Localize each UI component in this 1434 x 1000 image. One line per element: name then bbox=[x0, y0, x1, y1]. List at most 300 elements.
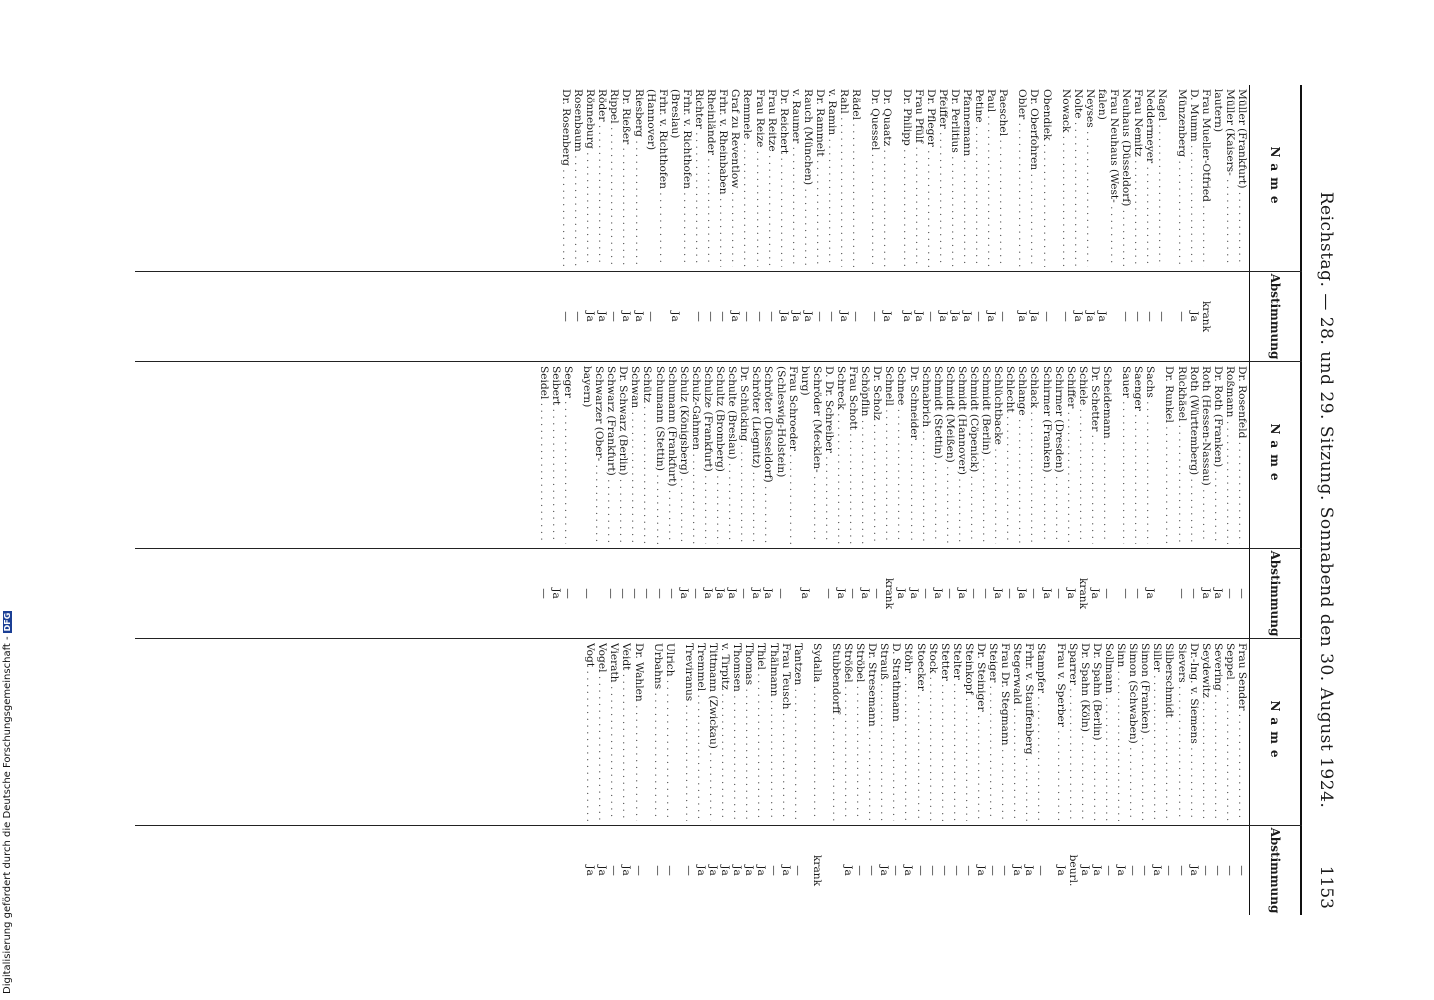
table-row bbox=[961, 85, 973, 361]
member-name: D. Dr. Schreiber . . . bbox=[823, 366, 835, 544]
vote-value: — bbox=[608, 865, 621, 876]
vote-value: — bbox=[629, 588, 642, 599]
member-name: Schiffer . . . bbox=[1065, 366, 1077, 544]
vote-value: — bbox=[1163, 865, 1176, 876]
member-name: Sparrer . . . bbox=[1067, 643, 1079, 821]
table-row bbox=[550, 362, 562, 638]
member-name: Remmele . . . bbox=[741, 89, 753, 267]
vote-value: krank bbox=[1199, 300, 1212, 333]
vote-value: — bbox=[1139, 865, 1152, 876]
member-name: Thälmann . . . bbox=[767, 643, 779, 821]
member-name: Dr.-Ing. v. Siemens . . . bbox=[1188, 643, 1200, 821]
table-row bbox=[1035, 639, 1047, 915]
member-name: Urbahns . . . bbox=[652, 643, 664, 821]
vote-value: Ja bbox=[1040, 588, 1053, 599]
table-row bbox=[963, 639, 975, 915]
table-row bbox=[1041, 362, 1053, 638]
member-name: falen) bbox=[1095, 89, 1108, 120]
vote-value: — bbox=[869, 311, 882, 322]
member-name: Dr. Steiniger . . . bbox=[975, 643, 987, 821]
member-name: Severing . . . bbox=[1212, 643, 1224, 821]
table-row bbox=[780, 639, 792, 915]
vote-value: Ja bbox=[750, 588, 763, 599]
member-name: Petine . . . bbox=[973, 89, 985, 267]
member-name: Schlecht . . . bbox=[1004, 366, 1016, 544]
vote-value: Ja bbox=[1023, 865, 1036, 876]
vote-value: Ja bbox=[677, 588, 690, 599]
table-row bbox=[937, 85, 949, 361]
vote-value: — bbox=[1223, 865, 1236, 876]
table-row bbox=[581, 362, 593, 638]
vote-value: — bbox=[717, 311, 730, 322]
vote-value: Ja bbox=[859, 588, 872, 599]
table-row bbox=[778, 85, 790, 361]
member-name: Obendiek . . . bbox=[1041, 89, 1053, 267]
vote-value: — bbox=[1156, 311, 1169, 322]
table-row bbox=[1120, 85, 1132, 361]
table-row bbox=[842, 639, 854, 915]
member-name: Rheinländer . . . bbox=[705, 89, 717, 267]
vote-value: — bbox=[1187, 588, 1200, 599]
member-name: Dr. Runkel . . . bbox=[1163, 366, 1175, 544]
vote-value: Ja bbox=[895, 588, 908, 599]
table-row bbox=[826, 85, 838, 361]
vote-value: Ja bbox=[835, 588, 847, 599]
table-row bbox=[1144, 85, 1156, 361]
table-row bbox=[707, 639, 719, 915]
vote-value: Ja bbox=[743, 865, 756, 876]
member-name: Müller (Kaisers- . . . bbox=[1224, 89, 1236, 267]
table-row bbox=[657, 85, 669, 361]
member-name: Schmidt (Hannover) . . . bbox=[956, 366, 968, 544]
member-name: Stoecker . . . bbox=[914, 643, 926, 821]
member-name: Schumann (Frankfurt) . . . bbox=[666, 366, 678, 544]
row-list bbox=[560, 85, 1248, 361]
vote-value: Ja bbox=[549, 588, 562, 599]
table-row bbox=[705, 85, 717, 361]
table-row bbox=[1132, 362, 1144, 638]
member-name: Steinkopf . . . bbox=[963, 643, 975, 821]
vote-value: Ja bbox=[912, 311, 925, 322]
table-column-1 bbox=[135, 85, 1302, 361]
table-row bbox=[792, 639, 804, 915]
table-row bbox=[914, 639, 926, 915]
member-name: Dr. Schneider . . . bbox=[907, 366, 919, 544]
vote-table bbox=[135, 85, 1302, 915]
table-row bbox=[866, 639, 878, 915]
table-row bbox=[766, 85, 778, 361]
member-name: Frhr. v. Richthofen . . . bbox=[657, 89, 669, 267]
vote-value: — bbox=[997, 311, 1010, 322]
member-name: Roth (Hessen-Nassau) . . . bbox=[1200, 366, 1212, 544]
vote-value: Ja bbox=[1090, 865, 1103, 876]
vote-value: — bbox=[999, 865, 1012, 876]
member-name: Frau Teusch . . . bbox=[780, 643, 792, 821]
vote-value: Ja bbox=[694, 865, 707, 876]
vote-value: — bbox=[1035, 865, 1048, 876]
vote-value: Ja bbox=[1016, 588, 1029, 599]
table-row bbox=[753, 85, 765, 361]
table-row bbox=[1055, 639, 1067, 915]
member-name: Frhr. v. Richthofen . . . bbox=[681, 89, 693, 267]
vote-value: — bbox=[791, 865, 804, 876]
member-name: Rädel . . . bbox=[850, 89, 862, 267]
vote-value: — bbox=[665, 588, 678, 599]
table-row bbox=[1224, 362, 1236, 638]
table-row bbox=[1091, 639, 1103, 915]
table-row bbox=[666, 362, 678, 638]
vote-value: Ja bbox=[1083, 311, 1096, 322]
table-row bbox=[939, 639, 951, 915]
member-name: Saenger . . . bbox=[1132, 366, 1144, 544]
member-name: Seibert . . . bbox=[550, 366, 562, 544]
table-column-2 bbox=[135, 362, 1302, 638]
table-row bbox=[1212, 639, 1224, 915]
vote-value: Ja bbox=[900, 311, 913, 322]
member-name: Schiele . . . bbox=[1077, 366, 1089, 544]
table-row bbox=[1053, 362, 1065, 638]
vote-value: — bbox=[980, 588, 993, 599]
member-name: Dr. Wahlen . . . bbox=[633, 643, 645, 821]
member-name: Dr. Rammelt . . . bbox=[814, 89, 826, 267]
member-name: Frau Reize . . . bbox=[753, 89, 765, 267]
vote-value: — bbox=[1199, 865, 1212, 876]
vote-value: — bbox=[968, 588, 981, 599]
member-name: Schnabrich . . . bbox=[920, 366, 932, 544]
member-name: Schlack . . . bbox=[1028, 366, 1040, 544]
table-row bbox=[1212, 85, 1224, 361]
member-name: Dr. Rosenberg . . . bbox=[560, 89, 572, 267]
vote-value: — bbox=[651, 865, 664, 876]
member-name: Paeschel . . . bbox=[997, 89, 1009, 267]
row-spacer bbox=[1113, 362, 1120, 638]
member-name: Dr. Stresemann . . . bbox=[866, 643, 878, 821]
vote-value: — bbox=[1236, 588, 1248, 599]
vote-value: — bbox=[765, 311, 778, 322]
table-row bbox=[729, 85, 741, 361]
vote-value: Ja bbox=[714, 588, 727, 599]
member-name: Neuhaus (Düsseldorf) . . . bbox=[1120, 89, 1132, 267]
member-name: Schwarzer (Ober- . . . bbox=[593, 366, 605, 544]
member-name: Stubbendorff . . . bbox=[830, 643, 842, 821]
table-row bbox=[802, 85, 814, 361]
table-row bbox=[1132, 85, 1144, 361]
table-row bbox=[690, 362, 702, 638]
member-name: Schröter (Liegnitz) . . . bbox=[750, 366, 762, 544]
vote-value: — bbox=[774, 588, 787, 599]
vote-value: — bbox=[1132, 588, 1145, 599]
table-row bbox=[1144, 362, 1156, 638]
vote-value: — bbox=[987, 865, 1000, 876]
member-name: Vierath . . . bbox=[608, 643, 620, 821]
member-name: Sollmann . . . bbox=[1103, 643, 1115, 821]
member-name: Schlange . . . bbox=[1016, 366, 1028, 544]
vote-value: — bbox=[973, 311, 986, 322]
vote-value: — bbox=[741, 311, 754, 322]
vote-value: — bbox=[1175, 311, 1188, 322]
table-row bbox=[1163, 639, 1175, 915]
member-name: Seppel . . . bbox=[1224, 643, 1236, 821]
member-name: lautern) bbox=[1211, 89, 1224, 133]
vote-value: Ja bbox=[975, 865, 988, 876]
vote-value: — bbox=[689, 588, 702, 599]
running-title: Reichstag. — 28. und 29. Sitzung. Sonnabend den 30. August 1924. bbox=[1316, 191, 1336, 809]
member-name: Strauß . . . bbox=[878, 643, 890, 821]
vote-value: Ja bbox=[707, 865, 720, 876]
member-name: Neyses . . . bbox=[1084, 89, 1096, 267]
table-row bbox=[652, 639, 664, 915]
table-row bbox=[572, 85, 584, 361]
digitization-credit bbox=[2, 611, 13, 994]
table-row bbox=[799, 362, 811, 638]
table-row bbox=[1236, 639, 1248, 915]
table-row bbox=[596, 639, 608, 915]
member-name: Dr. Quaatz . . . bbox=[881, 89, 893, 267]
member-name: Dr. Schwarz (Berlin) . . . bbox=[617, 366, 629, 544]
vote-value: — bbox=[644, 311, 657, 322]
vote-value: krank bbox=[1076, 577, 1089, 610]
table-row bbox=[956, 362, 968, 638]
table-row bbox=[1224, 85, 1236, 361]
vote-value: Ja bbox=[881, 311, 894, 322]
member-name: v. Ramin . . . bbox=[826, 89, 838, 267]
member-name: (Hannover) bbox=[644, 89, 657, 151]
member-name: Frau Nemitz . . . bbox=[1132, 89, 1144, 267]
vote-value: Ja bbox=[955, 588, 968, 599]
vote-value: — bbox=[617, 588, 630, 599]
member-name: Frau Pfülf . . . bbox=[913, 89, 925, 267]
member-name: Stampfer . . . bbox=[1035, 643, 1047, 821]
vote-value: Ja bbox=[726, 588, 739, 599]
vote-value: — bbox=[1211, 865, 1224, 876]
table-row bbox=[1236, 362, 1248, 638]
table-row bbox=[830, 639, 842, 915]
table-row bbox=[695, 639, 707, 915]
table-row bbox=[932, 362, 944, 638]
page-number: 1153 bbox=[1316, 865, 1336, 909]
member-name: Münzenberg . . . bbox=[1175, 89, 1187, 267]
table-row bbox=[814, 85, 826, 361]
vote-value: Ja bbox=[1211, 588, 1224, 599]
table-row bbox=[949, 85, 961, 361]
member-name: Tittmann (Zwickau) . . . bbox=[707, 643, 719, 821]
member-name: Dr. Pfleger . . . bbox=[925, 89, 937, 267]
row-spacer bbox=[1168, 85, 1175, 361]
vote-value: — bbox=[914, 865, 927, 876]
vote-value: Ja bbox=[596, 311, 609, 322]
vote-value: Ja bbox=[936, 311, 949, 322]
row-list bbox=[584, 639, 1248, 915]
member-name: Graf zu Reventlow . . . bbox=[729, 89, 741, 267]
table-row bbox=[811, 362, 823, 638]
vote-value: Ja bbox=[755, 865, 768, 876]
vote-value: Ja bbox=[584, 311, 597, 322]
vote-value: Ja bbox=[1187, 865, 1200, 876]
table-row bbox=[1060, 85, 1072, 361]
member-name: Sievers . . . bbox=[1175, 643, 1187, 821]
table-row bbox=[1084, 85, 1096, 361]
vote-value: — bbox=[572, 311, 585, 322]
member-name: Dr. Spahn (Berlin) . . . bbox=[1091, 643, 1103, 821]
vote-value: — bbox=[1127, 865, 1140, 876]
member-name: Dr. Roth (Franken) . . . bbox=[1212, 366, 1224, 544]
table-row bbox=[927, 639, 939, 915]
member-name: Vogt . . . bbox=[584, 643, 596, 821]
vote-value: Ja bbox=[798, 588, 811, 599]
member-name: Schütz . . . bbox=[641, 366, 653, 544]
member-name: D. Mumm . . . bbox=[1188, 89, 1200, 267]
vote-value: Ja bbox=[801, 311, 814, 322]
vote-value: — bbox=[1059, 311, 1072, 322]
vote-value: — bbox=[850, 311, 863, 322]
member-name: Nolte . . . bbox=[1072, 89, 1084, 267]
table-row bbox=[1175, 85, 1187, 361]
table-row bbox=[1212, 362, 1224, 638]
vote-value: — bbox=[1223, 588, 1236, 599]
member-name: Richter . . . bbox=[693, 89, 705, 267]
table-column-3 bbox=[135, 639, 1302, 915]
member-name: Schulte (Breslau) . . . bbox=[726, 366, 738, 544]
member-name: Obler . . . bbox=[1016, 89, 1028, 267]
vote-value: Ja bbox=[948, 311, 961, 322]
member-name: bayern) bbox=[581, 366, 594, 408]
table-row bbox=[1028, 362, 1040, 638]
table-row bbox=[992, 362, 1004, 638]
table-row bbox=[750, 362, 762, 638]
vote-value: — bbox=[847, 588, 860, 599]
vote-value: — bbox=[871, 588, 884, 599]
table-row bbox=[731, 639, 743, 915]
table-row bbox=[633, 85, 645, 361]
table-row bbox=[975, 639, 987, 915]
table-row bbox=[560, 85, 572, 361]
member-name: Dr. Oberfohren . . . bbox=[1028, 89, 1040, 267]
table-row bbox=[890, 639, 902, 915]
member-name: Müller (Frankfurt) . . . bbox=[1236, 89, 1248, 267]
row-spacer bbox=[1053, 85, 1060, 361]
table-row bbox=[925, 85, 937, 361]
vote-value: Ja bbox=[729, 311, 742, 322]
vote-value: Ja bbox=[838, 311, 851, 322]
member-name: Thomas . . . bbox=[743, 643, 755, 821]
member-name: Dr. Rosenfeld . . . bbox=[1236, 366, 1248, 544]
row-spacer bbox=[893, 85, 900, 361]
member-name: Dr. Schücking . . . bbox=[738, 366, 750, 544]
vote-value: — bbox=[693, 311, 706, 322]
table-row bbox=[755, 639, 767, 915]
member-name: Stelter . . . bbox=[951, 643, 963, 821]
table-row bbox=[883, 362, 895, 638]
member-name: Frau Mueller-Otfried . . . bbox=[1200, 89, 1212, 267]
member-name: Frhr. v. Rheinbaben . . . bbox=[717, 89, 729, 267]
vote-value: — bbox=[682, 865, 695, 876]
dfg-logo: DFG bbox=[3, 612, 12, 632]
table-row bbox=[871, 362, 883, 638]
vote-value: — bbox=[537, 588, 550, 599]
table-row bbox=[593, 362, 605, 638]
vote-value: Ja bbox=[842, 865, 854, 876]
vote-value: Ja bbox=[719, 865, 732, 876]
vote-value: — bbox=[1175, 865, 1188, 876]
table-row bbox=[605, 362, 617, 638]
table-row bbox=[1156, 85, 1168, 361]
vote-value: krank bbox=[810, 854, 823, 887]
member-name: Dr. Spahn (Köln) . . . bbox=[1079, 643, 1091, 821]
member-name: Stock . . . bbox=[927, 643, 939, 821]
table-row bbox=[1151, 639, 1163, 915]
vote-value: — bbox=[560, 311, 573, 322]
member-name: Frau Schroeder . . . bbox=[787, 366, 799, 544]
member-name: Dr. Rießer . . . bbox=[620, 89, 632, 267]
vote-value: — bbox=[705, 311, 718, 322]
row-spacer bbox=[1156, 362, 1163, 638]
member-name: Schreck . . . bbox=[835, 366, 847, 544]
vote-value: — bbox=[814, 311, 826, 322]
table-row bbox=[1200, 362, 1212, 638]
member-name: Scheidemann . . . bbox=[1101, 366, 1113, 544]
table-row bbox=[881, 85, 893, 361]
vote-value: Ja bbox=[777, 311, 790, 322]
table-row bbox=[562, 362, 574, 638]
member-name: Rippel . . . bbox=[608, 89, 620, 267]
vote-value: Ja bbox=[1144, 588, 1157, 599]
member-name: Sydalla . . . bbox=[811, 643, 823, 821]
table-row bbox=[1065, 362, 1077, 638]
table-row bbox=[1200, 639, 1212, 915]
member-name: Nowack . . . bbox=[1060, 89, 1072, 267]
table-row bbox=[726, 362, 738, 638]
vote-value: Ja bbox=[620, 311, 633, 322]
table-row bbox=[1103, 639, 1115, 915]
table-row bbox=[1089, 362, 1101, 638]
table-row bbox=[1041, 85, 1053, 361]
vote-value: Ja bbox=[1016, 311, 1029, 322]
vote-value: Ja bbox=[1095, 311, 1108, 322]
table-row bbox=[968, 362, 980, 638]
table-row bbox=[1175, 362, 1187, 638]
vote-value: — bbox=[943, 588, 956, 599]
table-row bbox=[738, 362, 750, 638]
member-name: Paul . . . bbox=[985, 89, 997, 267]
table-row bbox=[596, 85, 608, 361]
member-name: burg) bbox=[798, 366, 811, 396]
table-row bbox=[999, 639, 1011, 915]
table-row bbox=[608, 85, 620, 361]
vote-value: Ja bbox=[992, 588, 1005, 599]
row-spacer bbox=[823, 639, 830, 915]
table-row bbox=[920, 362, 932, 638]
member-name: Seger . . . bbox=[562, 366, 574, 544]
table-row bbox=[1079, 639, 1091, 915]
page-header bbox=[1306, 85, 1340, 915]
member-name: Seydewitz . . . bbox=[1200, 643, 1212, 821]
table-row bbox=[629, 362, 641, 638]
member-name: Roth (Württemberg) . . . bbox=[1188, 366, 1200, 544]
vote-value: — bbox=[1028, 588, 1041, 599]
member-name: Schumann (Stettin) . . . bbox=[654, 366, 666, 544]
table-row bbox=[850, 85, 862, 361]
table-row bbox=[787, 362, 799, 638]
member-name: Roßmann . . . bbox=[1224, 366, 1236, 544]
table-row bbox=[973, 85, 985, 361]
table-row bbox=[678, 362, 690, 638]
table-row bbox=[1127, 639, 1139, 915]
member-name: v. Raumer . . . bbox=[790, 89, 802, 267]
vote-value: — bbox=[962, 865, 975, 876]
vote-value: — bbox=[1004, 588, 1017, 599]
member-name: Schlüchtbacke . . . bbox=[992, 366, 1004, 544]
table-row bbox=[538, 362, 550, 638]
